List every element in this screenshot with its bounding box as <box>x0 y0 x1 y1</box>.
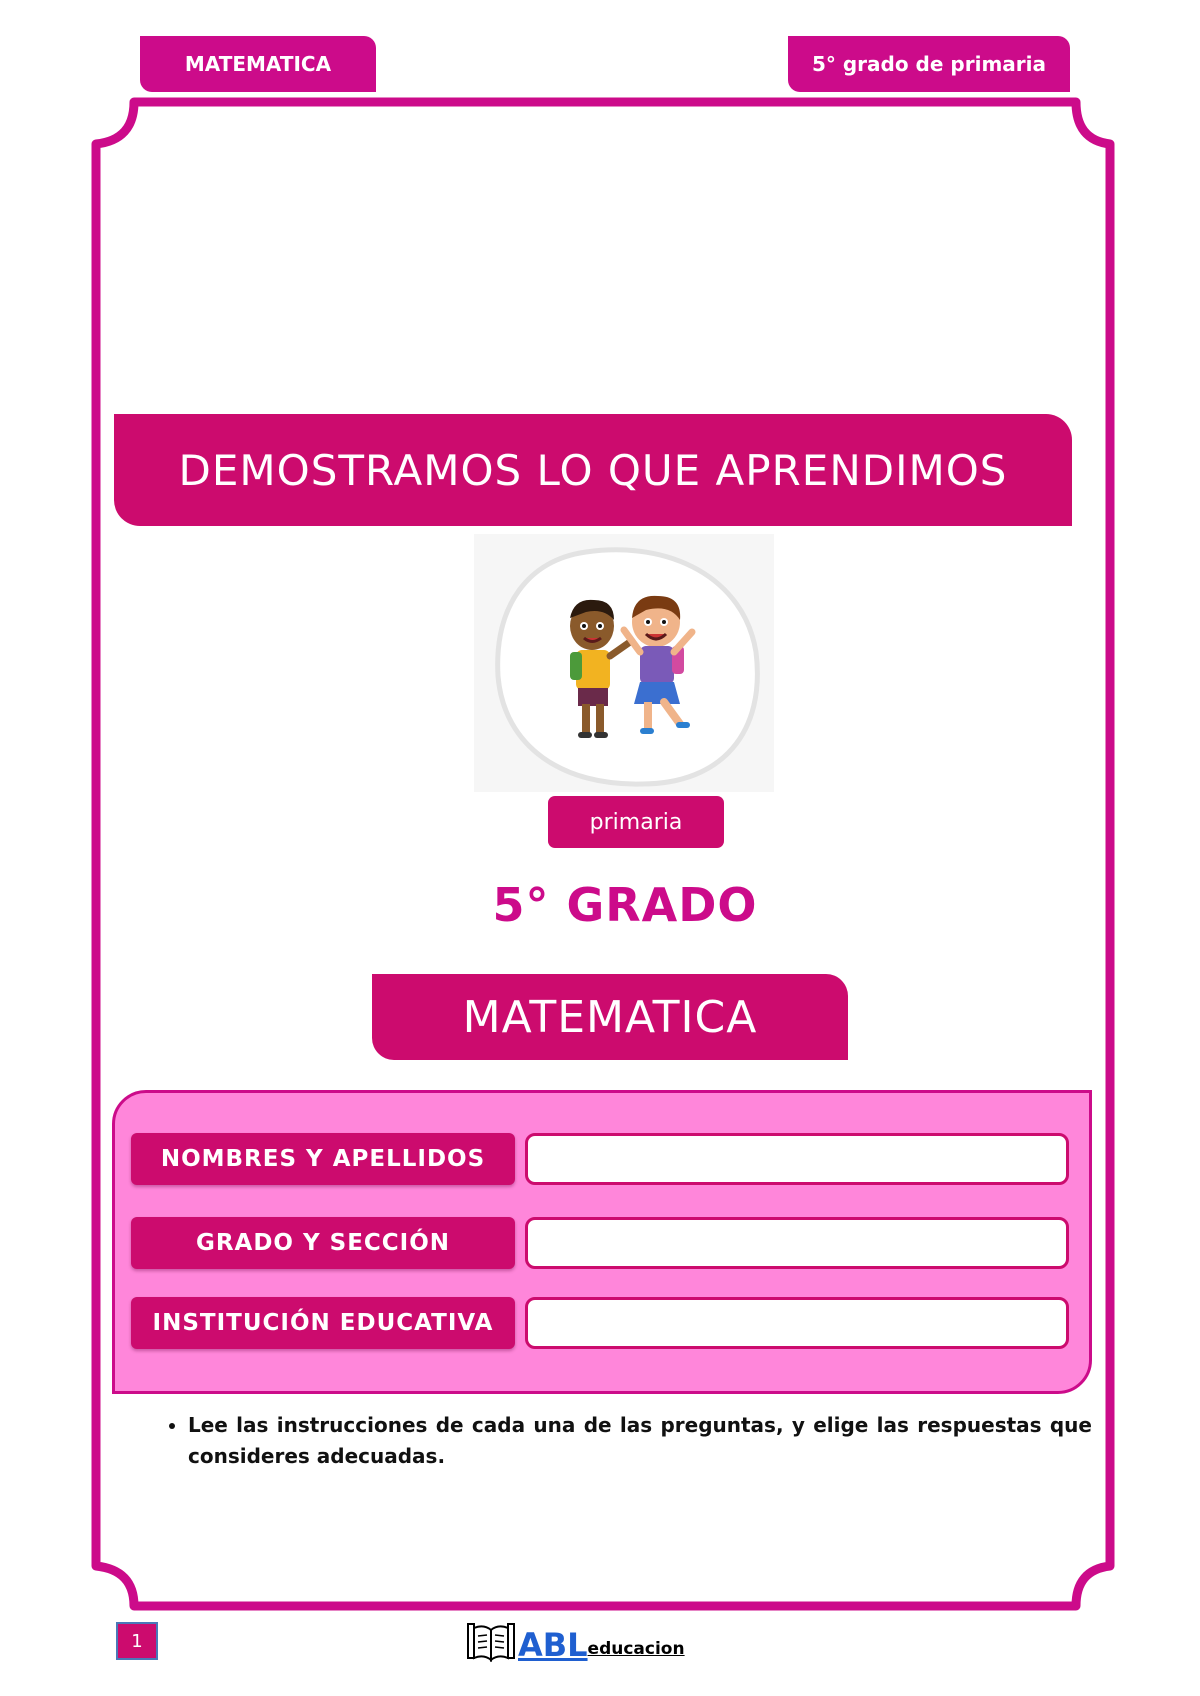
institution-label: INSTITUCIÓN EDUCATIVA <box>131 1297 515 1349</box>
level-badge: primaria <box>548 796 724 848</box>
names-label: NOMBRES Y APELLIDOS <box>131 1133 515 1185</box>
institution-field[interactable] <box>525 1297 1069 1349</box>
grade-heading: 5° GRADO <box>492 878 758 932</box>
subject-tab: MATEMATICA <box>140 36 376 92</box>
page-number: 1 <box>116 1622 158 1660</box>
subject-title: MATEMATICA <box>372 974 848 1060</box>
children-illustration <box>474 534 774 792</box>
grade-section-field[interactable] <box>525 1217 1069 1269</box>
instruction-item: • Lee las instrucciones de cada una de las preguntas, y elige las respuestas que consideres adecuadas. <box>188 1410 1092 1472</box>
open-book-icon <box>466 1620 516 1664</box>
names-field[interactable] <box>525 1133 1069 1185</box>
brand-name: ABL <box>518 1626 588 1664</box>
student-info-panel <box>112 1090 1092 1394</box>
instructions-list <box>154 1410 1092 1472</box>
grade-tab: 5° grado de primaria <box>788 36 1070 92</box>
brand-suffix: educacion <box>587 1639 685 1659</box>
brand-logo <box>466 1616 685 1664</box>
grade-section-label: GRADO Y SECCIÓN <box>131 1217 515 1269</box>
page-title: DEMOSTRAMOS LO QUE APRENDIMOS <box>114 414 1072 526</box>
